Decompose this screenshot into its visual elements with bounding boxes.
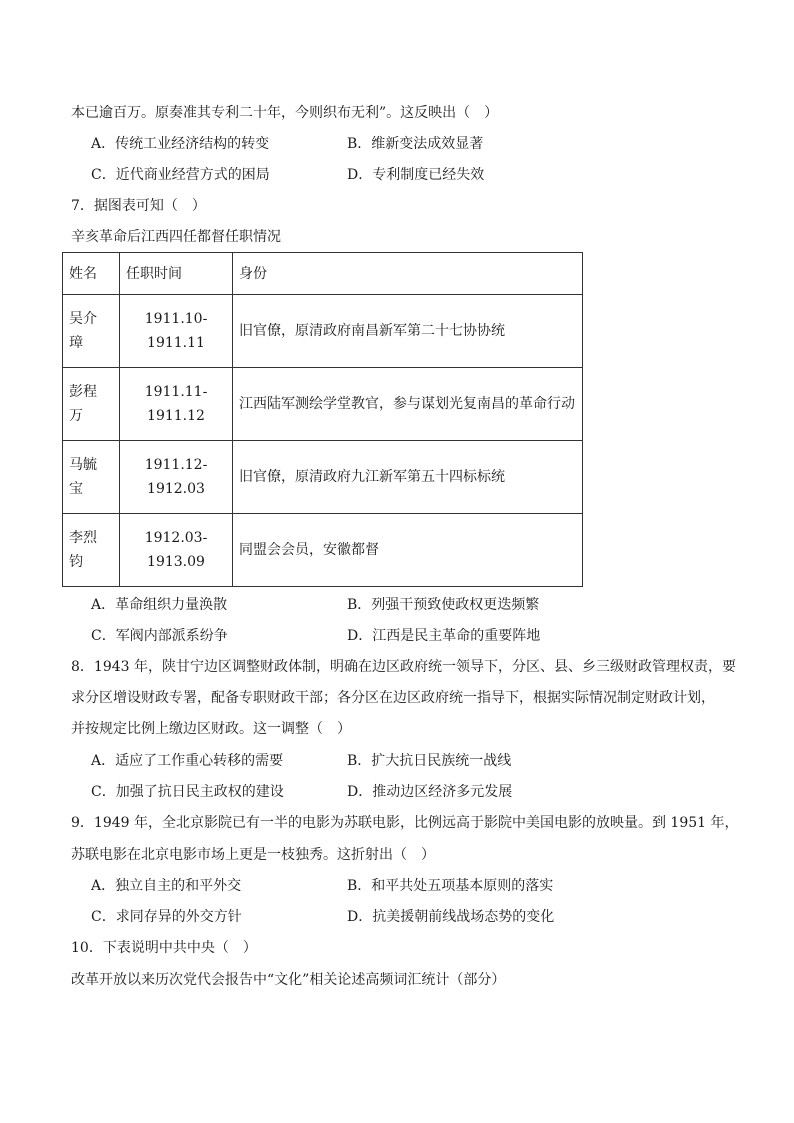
name-part: 李烈 (69, 530, 97, 546)
q6-option-a: A．传统工业经济结构的转变 (91, 136, 270, 152)
q9-option-b: B．和平共处五项基本原则的落实 (347, 878, 554, 894)
name-part: 吴介 (69, 311, 97, 327)
q8-option-c: C．加强了抗日民主政权的建设 (91, 784, 284, 800)
table-row (63, 441, 583, 514)
q6-option-c: C．近代商业经营方式的困局 (91, 167, 270, 183)
cell-identity: 同盟会会员，安徽都督 (233, 514, 583, 587)
cell-identity: 旧官僚，原清政府南昌新军第二十七协协统 (233, 295, 583, 368)
name-part: 彭程 (69, 384, 97, 400)
name-part: 宝 (69, 481, 83, 497)
table-row (63, 368, 583, 441)
q7-option-a: A．革命组织力量涣散 (91, 597, 228, 613)
header-name: 姓名 (63, 253, 120, 295)
header-time: 任职时间 (120, 253, 233, 295)
q9-stem-line-2: 苏联电影在北京电影市场上更是一枝独秀。这折射出（ ） (71, 847, 435, 863)
q8-option-a: A．适应了工作重心转移的需要 (91, 753, 284, 769)
q8-stem-line-2: 求分区增设财政专署，配备专职财政干部；各分区在边区政府统一指导下，根据实际情况制定财政计划， (71, 690, 715, 706)
cell-time: 1911.11-1911.12 (120, 368, 233, 441)
cell-name (63, 295, 120, 368)
cell-name (63, 441, 120, 514)
table-header-row (63, 253, 583, 295)
name-part: 万 (69, 408, 83, 424)
cell-name (63, 514, 120, 587)
q9-option-d: D．抗美援朝前线战场态势的变化 (347, 909, 555, 925)
name-part: 钧 (69, 554, 83, 570)
q9-stem-line-1: 9．1949 年，全北京影院已有一半的电影为苏联电影，比例远高于影院中美国电影的放映量。到 1951 年， (71, 815, 739, 831)
q9-option-a: A．独立自主的和平外交 (91, 878, 242, 894)
cell-time: 1911.12-1912.03 (120, 441, 233, 514)
cell-time: 1912.03-1913.09 (120, 514, 233, 587)
q6-option-b: B．维新变法成效显著 (347, 136, 484, 152)
cell-identity: 旧官僚，原清政府九江新军第五十四标标统 (233, 441, 583, 514)
name-part: 璋 (69, 335, 83, 351)
cell-time: 1911.10-1911.11 (120, 295, 233, 368)
q8-option-d: D．推动边区经济多元发展 (347, 784, 513, 800)
table-row (63, 295, 583, 368)
q7-option-d: D．江西是民主革命的重要阵地 (347, 628, 541, 644)
table-row (63, 514, 583, 587)
q10-table-title: 改革开放以来历次党代会报告中“文化”相关论述高频词汇统计（部分） (71, 972, 506, 988)
q7-option-b: B．列强干预致使政权更迭频繁 (347, 597, 540, 613)
cell-name (63, 368, 120, 441)
q10-stem: 10．下表说明中共中央（ ） (71, 940, 257, 956)
q6-stem-tail: 本已逾百万。原奏准其专利二十年，今则织布无利”。这反映出（ ） (71, 105, 499, 121)
cell-identity: 江西陆军测绘学堂教官，参与谋划光复南昌的革命行动 (233, 368, 583, 441)
q9-option-c: C．求同存异的外交方针 (91, 909, 242, 925)
name-part: 马毓 (69, 457, 97, 473)
q6-option-d: D．专利制度已经失效 (347, 167, 485, 183)
q7-table-title: 辛亥革命后江西四任都督任职情况 (71, 229, 281, 245)
q7-table (62, 252, 583, 587)
q8-option-b: B．扩大抗日民族统一战线 (347, 753, 512, 769)
header-identity: 身份 (233, 253, 583, 295)
q8-stem-line-3: 并按规定比例上缴边区财政。这一调整（ ） (71, 721, 351, 737)
q7-stem: 7．据图表可知（ ） (71, 198, 206, 214)
q8-stem-line-1: 8．1943 年，陕甘宁边区调整财政体制，明确在边区政府统一领导下，分区、县、乡三级财政管理权责，要 (71, 659, 736, 675)
q7-option-c: C．军阀内部派系纷争 (91, 628, 228, 644)
